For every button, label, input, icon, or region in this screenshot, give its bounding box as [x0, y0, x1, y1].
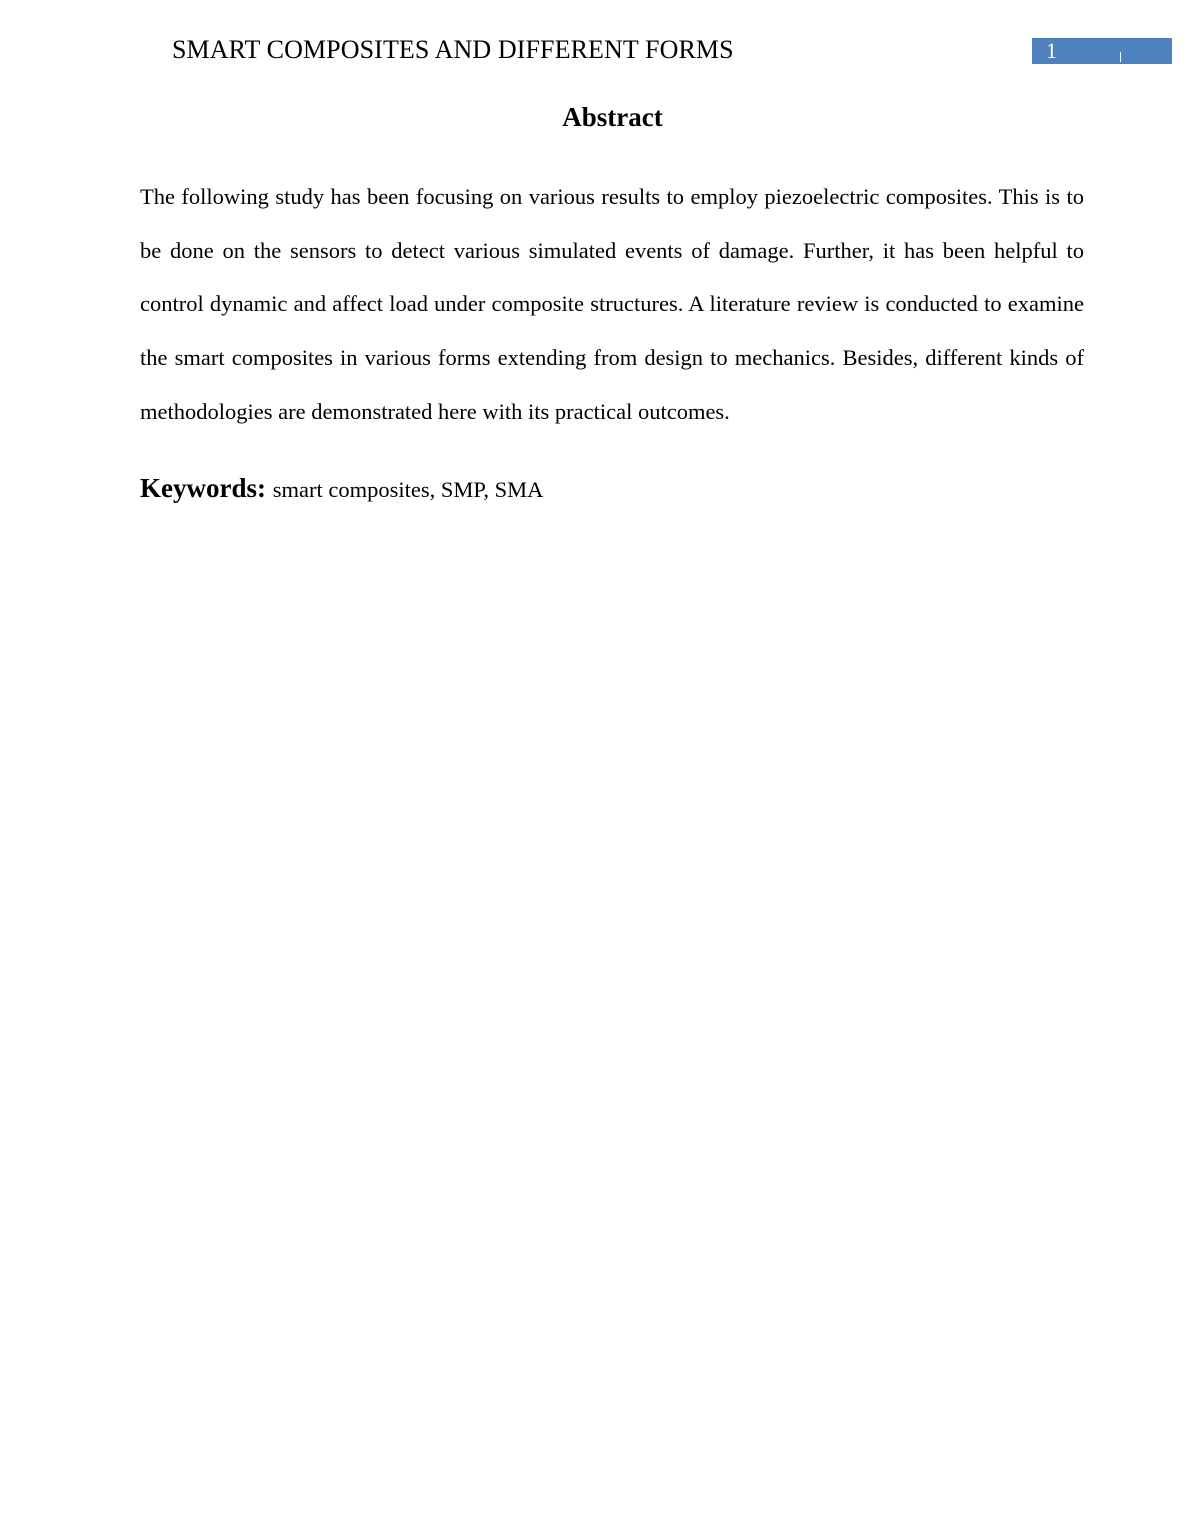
running-head: SMART COMPOSITES AND DIFFERENT FORMS: [172, 35, 734, 64]
keywords-value: smart composites, SMP, SMA: [272, 477, 544, 502]
abstract-body: The following study has been focusing on various results to employ piezoelectric composites. This is to be done on the sensors to detect various simulated events of damage. Further, it has been helpful to control dynamic and affect load under composite structures. A literature review is conducted to examine the smart composites in various forms extending from design to mechanics. Besides, different kinds of methodologies are demonstrated here with its practical outcomes.: [140, 184, 1084, 424]
page-number-box: [1032, 38, 1172, 64]
page-number: 1: [1046, 38, 1057, 63]
page-number-tick: [1120, 52, 1121, 62]
keywords-label: Keywords:: [140, 473, 273, 503]
abstract-heading: Abstract: [562, 102, 663, 132]
keywords-line: [140, 470, 1084, 508]
